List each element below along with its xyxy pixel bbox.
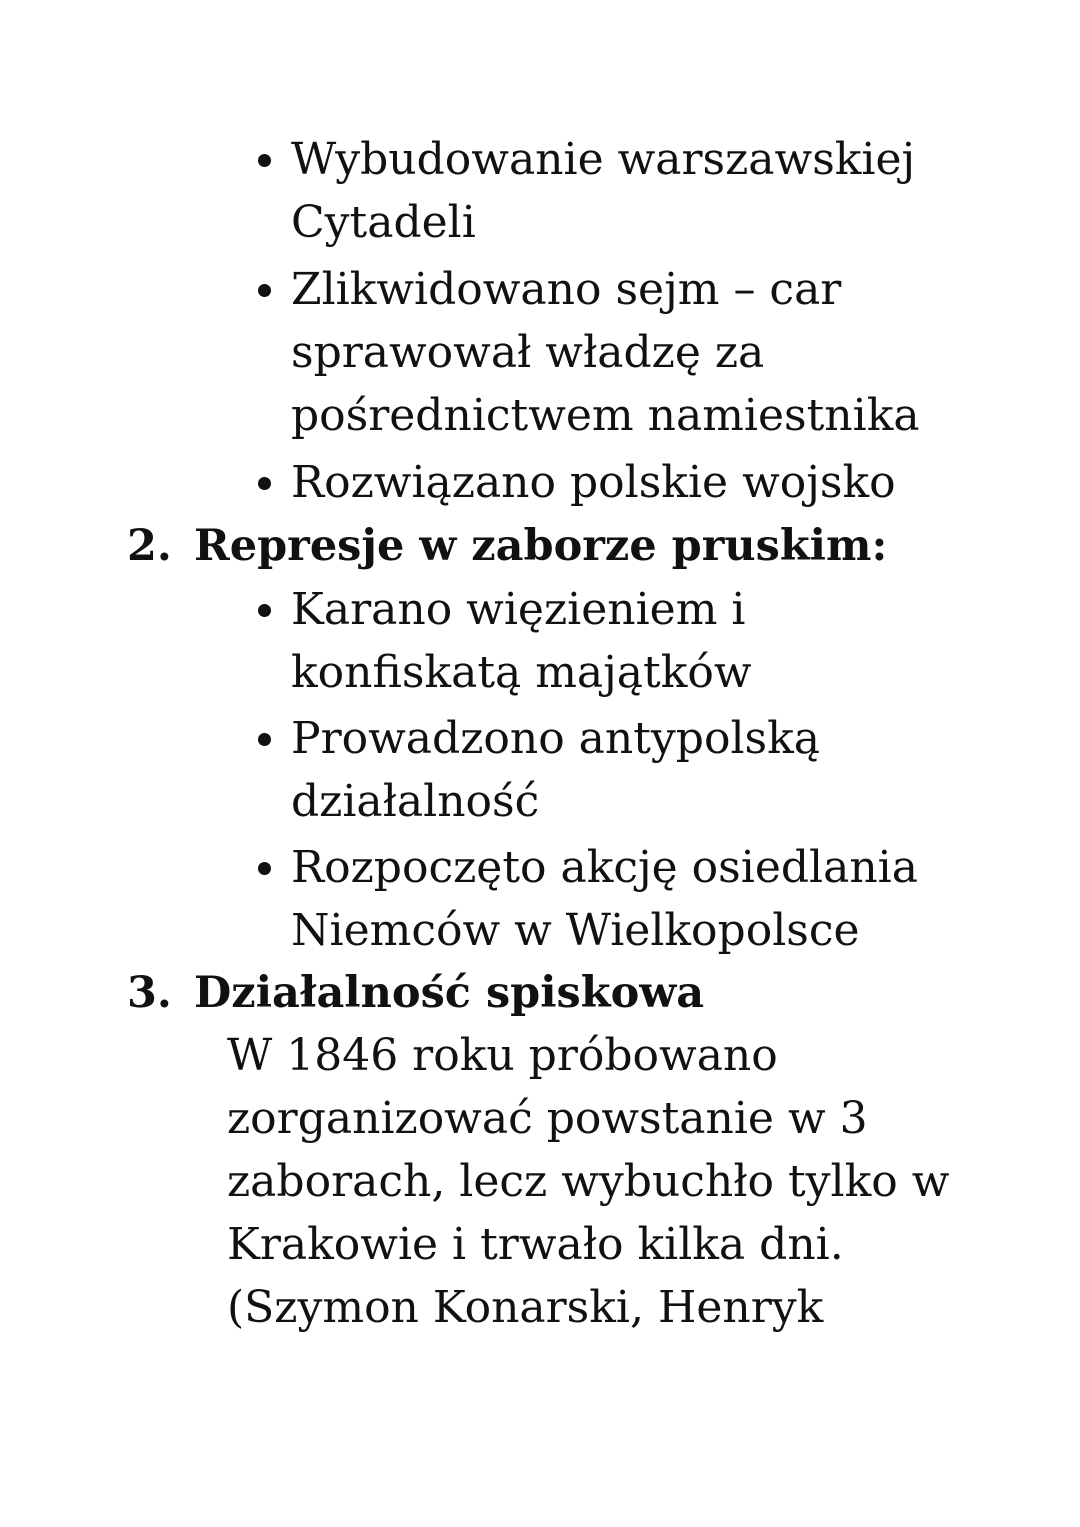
list-item-text: Rozpoczęto akcję osiedlania bbox=[291, 842, 918, 893]
section-number: 2. bbox=[127, 521, 172, 571]
list-item-text: Karano więzieniem i bbox=[291, 584, 746, 635]
section-heading: Działalność spiskowa bbox=[194, 968, 705, 1018]
list-item bbox=[258, 451, 280, 515]
list-item-text: Zlikwidowano sejm – car bbox=[291, 264, 842, 315]
section-heading: Represje w zaborze pruskim: bbox=[194, 521, 888, 571]
list-item bbox=[258, 836, 280, 900]
list-item bbox=[258, 258, 280, 322]
list-item bbox=[258, 128, 280, 192]
paragraph-line: zaborach, lecz wybuchło tylko w bbox=[227, 1156, 950, 1207]
list-item-text: Rozwiązano polskie wojsko bbox=[291, 457, 896, 508]
section-number: 3. bbox=[127, 968, 172, 1018]
list-item bbox=[258, 707, 280, 771]
list-item-text: pośrednictwem namiestnika bbox=[291, 390, 920, 441]
paragraph-line: zorganizować powstanie w 3 bbox=[227, 1093, 868, 1144]
list-item-text: konfiskatą majątków bbox=[291, 647, 752, 698]
list-item-text: działalność bbox=[291, 776, 540, 827]
list-item bbox=[258, 578, 280, 642]
paragraph-line: (Szymon Konarski, Henryk bbox=[227, 1282, 824, 1333]
list-item-text: sprawował władzę za bbox=[291, 327, 765, 378]
list-item-text: Wybudowanie warszawskiej bbox=[291, 134, 916, 185]
list-item-text: Cytadeli bbox=[291, 197, 476, 248]
paragraph-line: Krakowie i trwało kilka dni. bbox=[227, 1219, 844, 1270]
list-item-text: Niemców w Wielkopolsce bbox=[291, 905, 860, 956]
paragraph-line: W 1846 roku próbowano bbox=[227, 1030, 778, 1081]
list-item-text: Prowadzono antypolską bbox=[291, 713, 820, 764]
